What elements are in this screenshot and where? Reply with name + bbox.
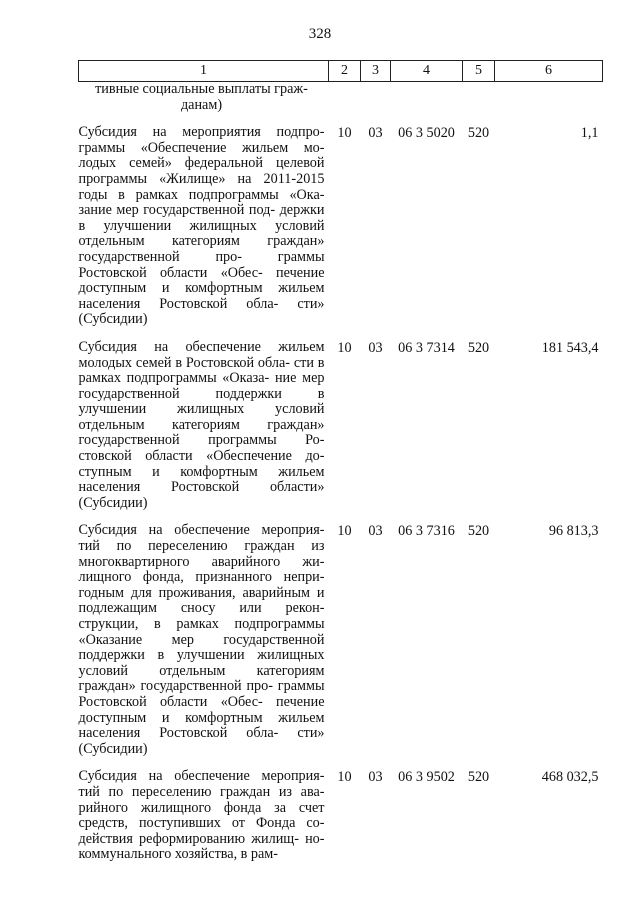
item-description xyxy=(79,769,329,875)
table-header xyxy=(79,61,603,82)
target-article-code: 06 3 7316 xyxy=(398,523,455,540)
description-line: печение доступным и комфортным xyxy=(78,693,325,726)
amount: 1,1 xyxy=(580,125,599,142)
target-article-code: 06 3 9502 xyxy=(398,769,455,786)
description-line: граждан» государственной про- xyxy=(78,678,273,695)
description-line: условий отдельным категориям xyxy=(78,662,325,679)
subsection-code: 03 xyxy=(368,339,383,356)
description-line: (Субсидии) xyxy=(78,494,148,511)
item-description xyxy=(79,523,329,769)
description-line: поддержки в улучшении жилищных xyxy=(78,647,325,664)
description-line: тий по переселению граждан из ава- xyxy=(78,783,325,800)
description-line: ступным и комфортным жильем xyxy=(78,463,325,480)
expense-type-code: 520 xyxy=(467,125,490,142)
description-line: лодых семей» федеральной целевой xyxy=(78,155,325,172)
section-code xyxy=(329,82,361,126)
table-row xyxy=(79,340,603,524)
header-cell-2: 2 xyxy=(329,61,361,82)
description-line: сти» (Субсидии) xyxy=(78,295,325,328)
description-line: Субсидия на обеспечение жильем xyxy=(78,338,325,355)
section-code: 10 xyxy=(337,769,352,786)
description-line: граммы Ростовской области «Обес- xyxy=(78,248,325,281)
description-line: лищного фонда, признанного непри- xyxy=(78,569,325,586)
amount xyxy=(495,82,603,126)
section-code: 10 xyxy=(337,523,352,540)
description-line: жильем населения Ростовской обла- xyxy=(78,280,325,312)
expense-type-code: 520 xyxy=(467,769,490,786)
description-line: но-коммунального хозяйства, в рам- xyxy=(78,830,325,863)
description-line: действия реформированию жилищ- xyxy=(78,830,299,847)
description-line: зание мер государственной под- xyxy=(78,202,276,219)
table-row xyxy=(79,523,603,769)
description-line: программы «Жилище» на 2011-2015 xyxy=(78,170,325,187)
description-line: молодых семей в Ростовской обла- xyxy=(78,354,290,371)
description-line: Субсидия на мероприятия подпро- xyxy=(78,124,325,141)
description-line: «Оказание мер государственной xyxy=(78,631,325,648)
item-description xyxy=(79,82,329,126)
expense-type-code xyxy=(463,82,495,126)
description-line: Субсидия на обеспечение мероприя- xyxy=(78,522,325,539)
table-row xyxy=(79,125,603,340)
description-line: многоквартирного аварийного жи- xyxy=(78,553,325,570)
target-article-code xyxy=(391,82,463,126)
description-line: стовской области «Обеспечение до- xyxy=(78,448,325,465)
amount: 96 813,3 xyxy=(548,523,599,540)
description-line: в улучшении жилищных условий xyxy=(78,385,325,418)
description-line: годным для проживания, аварийным xyxy=(78,584,310,601)
subsection-code: 03 xyxy=(368,125,383,142)
description-line: сти» (Субсидии) xyxy=(78,725,325,757)
item-description xyxy=(79,340,329,524)
description-line: струкции, в рамках подпрограммы xyxy=(78,616,325,632)
table-body xyxy=(79,82,603,875)
expense-type-code: 520 xyxy=(467,523,490,540)
description-line: тий по переселению граждан из xyxy=(78,538,325,555)
header-cell-3: 3 xyxy=(361,61,391,82)
description-line: тивные социальные выплаты граж- xyxy=(95,81,308,97)
header-row xyxy=(79,61,603,82)
description-line: Субсидия на обеспечение мероприя- xyxy=(78,768,325,785)
description-line: печение доступным и комфортным xyxy=(78,264,325,297)
table-row xyxy=(79,82,603,126)
item-description xyxy=(79,125,329,340)
description-line: жильем населения Ростовской обла- xyxy=(78,709,325,742)
description-line: и подлежащим сносу или рекон- xyxy=(78,584,325,617)
subsection-code xyxy=(361,82,391,126)
subsection-code: 03 xyxy=(368,523,383,540)
expense-type-code: 520 xyxy=(467,339,490,356)
section-code: 10 xyxy=(337,125,352,142)
header-cell-4: 4 xyxy=(391,61,463,82)
description-line: населения Ростовской области» xyxy=(78,479,325,496)
description-line: данам) xyxy=(180,96,223,113)
description-line: условий отдельным категориям xyxy=(78,217,325,250)
target-article-code: 06 3 7314 xyxy=(398,339,455,356)
description-line: граждан» государственной про- xyxy=(78,233,325,265)
table-row xyxy=(79,769,603,875)
description-line: государственной программы Ро- xyxy=(78,432,325,449)
amount: 181 543,4 xyxy=(541,339,599,356)
description-line: рийного жилищного фонда за счет xyxy=(78,799,325,816)
amount: 468 032,5 xyxy=(541,769,599,786)
target-article-code: 06 3 5020 xyxy=(398,125,455,142)
description-line: граммы Ростовской области «Обес- xyxy=(78,678,325,710)
description-line: годы в рамках подпрограммы «Ока- xyxy=(78,186,325,203)
subsection-code: 03 xyxy=(368,769,383,786)
description-line: отдельным категориям граждан» xyxy=(78,416,325,433)
section-code: 10 xyxy=(337,339,352,356)
budget-table xyxy=(78,60,603,875)
description-line: граммы «Обеспечение жильем мо- xyxy=(78,139,325,156)
page-number: 328 xyxy=(308,26,332,42)
description-line: держки в улучшении жилищных xyxy=(78,202,325,234)
description-line: средств, поступивших от Фонда со- xyxy=(78,815,325,832)
description-line: ние мер государственной поддержки xyxy=(78,370,325,402)
header-cell-5: 5 xyxy=(463,61,495,82)
header-cell-1: 1 xyxy=(79,61,329,82)
description-line: сти в рамках подпрограммы «Оказа- xyxy=(78,354,325,387)
header-cell-6: 6 xyxy=(495,61,603,82)
